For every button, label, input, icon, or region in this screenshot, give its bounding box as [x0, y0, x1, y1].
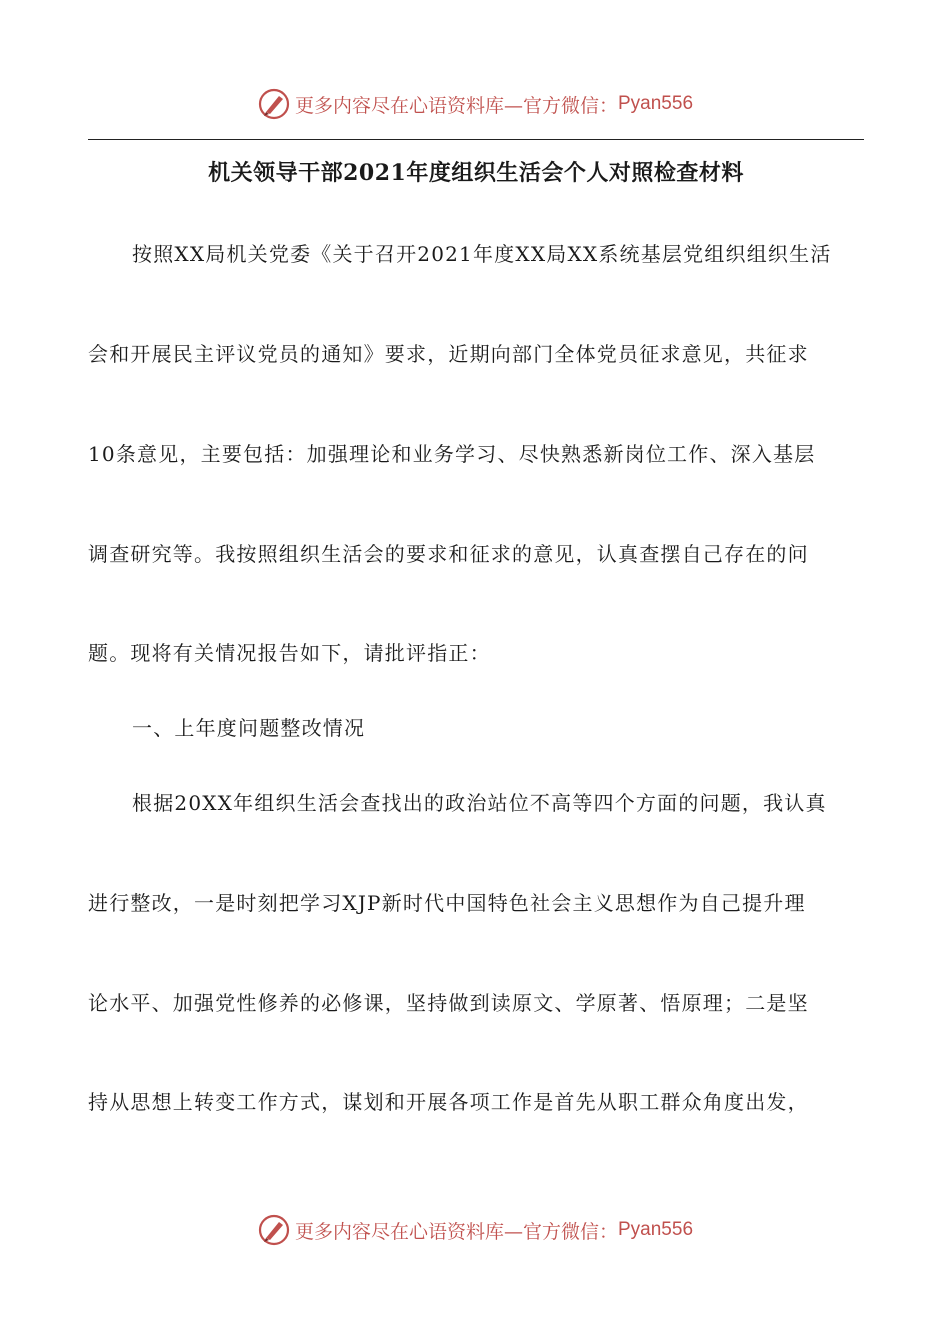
document-title: 机关领导干部2021年度组织生活会个人对照检查材料 [208, 160, 744, 186]
body-line: 题。现将有关情况报告如下，请批评指正： [88, 641, 491, 665]
body-line: 论水平、加强党性修养的必修课，坚持做到读原文、学原著、悟原理；二是坚 [88, 991, 809, 1015]
footer-watermark-banner [0, 1208, 950, 1252]
banner-wechat-id: Pyan556 [618, 1219, 694, 1240]
pen-logo-icon [257, 87, 291, 121]
body-line: 10条意见，主要包括：加强理论和业务学习、尽快熟悉新岗位工作、深入基层 [88, 442, 816, 466]
section-heading: 一、上年度问题整改情况 [132, 716, 366, 740]
body-line: 根据20XX年组织生活会查找出的政治站位不高等四个方面的问题，我认真 [132, 791, 827, 815]
body-line: 进行整改，一是时刻把学习XJP新时代中国特色社会主义思想作为自己提升理 [88, 891, 806, 915]
body-line: 会和开展民主评议党员的通知》要求，近期向部门全体党员征求意见，共征求 [88, 342, 809, 366]
pen-logo-icon [257, 1213, 291, 1247]
banner-text: 更多内容尽在心语资料库—官方微信： [294, 1220, 618, 1243]
body-line: 调查研究等。我按照组织生活会的要求和征求的意见，认真查摆自己存在的问 [88, 542, 809, 566]
header-watermark-banner [0, 82, 950, 126]
banner-text: 更多内容尽在心语资料库—官方微信： [294, 94, 618, 117]
body-line: 按照XX局机关党委《关于召开2021年度XX局XX系统基层党组织组织生活 [132, 242, 832, 266]
body-line: 持从思想上转变工作方式，谋划和开展各项工作是首先从职工群众角度出发， [88, 1090, 809, 1114]
banner-wechat-id: Pyan556 [618, 93, 694, 114]
header-divider [88, 139, 864, 140]
